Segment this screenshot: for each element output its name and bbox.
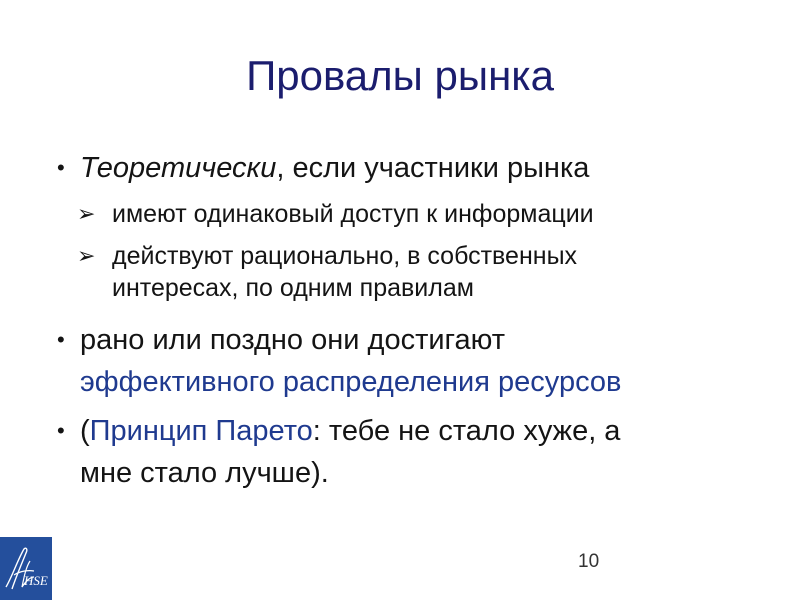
- bullet-item-theoretically: [57, 147, 589, 189]
- efficient-allocation-term: эффективного распределения ресурсов: [80, 366, 622, 398]
- hse-logo-text: HSE: [24, 573, 48, 588]
- hse-logo-icon: [0, 537, 52, 600]
- sub-item-text: имеют одинаковый доступ к информации: [112, 200, 594, 228]
- sub-item-text-line1: действуют рационально, в собственных: [112, 242, 578, 270]
- bullet-text-rest: : тебе не стало хуже, а: [312, 415, 621, 447]
- bullet-item-pareto: [57, 410, 620, 494]
- paren-open: (: [80, 415, 90, 447]
- hse-logo: [0, 537, 52, 600]
- arrow-bullet-icon: ➢: [77, 243, 96, 268]
- bullet-marker: •: [57, 155, 65, 180]
- arrow-bullet-icon: ➢: [77, 201, 96, 226]
- bullet-text-line1: [80, 410, 620, 452]
- sub-item-equal-access: [77, 198, 594, 230]
- bullet-item-efficiency: [57, 319, 621, 403]
- page-number: 10: [578, 551, 600, 572]
- bullet-text-line2: мне стало лучше).: [80, 457, 329, 489]
- sub-item-text-line2: интересах, по одним правилам: [112, 274, 474, 302]
- slide-title: Провалы рынка: [246, 52, 554, 99]
- pareto-principle-term: Принцип Парето: [89, 415, 313, 447]
- bullet-text-line1: рано или поздно они достигают: [80, 324, 506, 356]
- bullet-marker: •: [57, 327, 65, 352]
- sub-item-rational: [77, 240, 577, 304]
- bullet-text-rest: , если участники рынка: [276, 152, 590, 184]
- term-theoretically: Теоретически: [80, 152, 277, 184]
- bullet-text: [80, 147, 589, 189]
- bullet-marker: •: [57, 418, 65, 443]
